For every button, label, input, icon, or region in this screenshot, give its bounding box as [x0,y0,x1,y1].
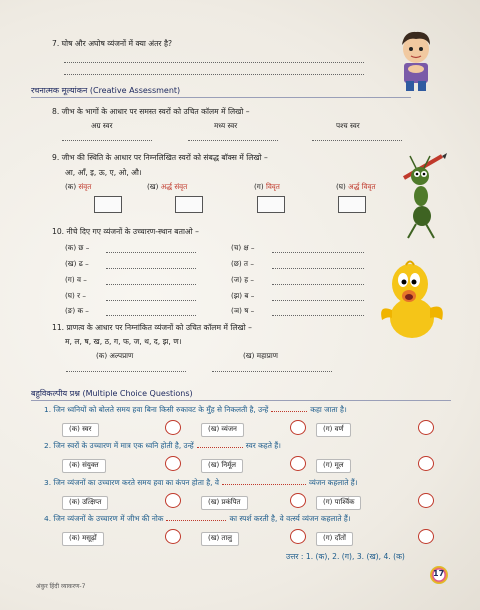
q10-left-1: (क) छ – [65,243,90,252]
mcq2-option-c: (ग) मूल [316,459,351,473]
q8-col-front: अग्र स्वर [91,121,113,130]
mcq2-question-part-b: स्वर कहते हैं। [245,441,281,450]
mcq1-blank [271,411,307,412]
q10-right-line-3 [272,284,364,285]
mcq4-option-a-circle[interactable] [165,529,181,544]
mcq3-blank [222,484,306,485]
q11-col-mahaprana: (ख) महाप्राण [243,351,278,360]
mcq4-question [44,514,351,524]
mcq2-option-c-circle[interactable] [418,456,434,471]
q10-left-line-3 [106,284,196,285]
mcq1-option-a-circle[interactable] [165,420,181,435]
mcq3-option-a: (क) उत्क्षिप्त [62,496,108,510]
page-number: 17 [433,569,445,578]
q9-option-d [336,182,376,192]
q11-letters: म, ल, ष, ख, ठ, ग, फ, ज, थ, द, झ, ण। [65,337,182,346]
mcq4-option-c-circle[interactable] [418,529,434,544]
mcq3-option-b-circle[interactable] [290,493,306,508]
q9-option-a [65,182,91,192]
creative-rule [31,97,411,98]
q9-text: 9. जीभ की स्थिति के आधार पर निम्नलिखित स्वरों को संबद्ध बॉक्स में लिखो – [52,153,268,162]
footer-book-title: अंकुर हिंदी व्याकरण-7 [36,583,86,590]
mcq1-option-b-circle[interactable] [290,420,306,435]
mcq3-option-a-circle[interactable] [165,493,181,508]
q9-option-d-label: अर्द्ध विवृत [348,182,376,191]
q9-option-c [254,182,280,192]
mcq2-option-a-circle[interactable] [165,456,181,471]
q9-option-b [147,182,187,192]
mcq2-option-b-circle[interactable] [290,456,306,471]
q10-left-3: (ग) व – [65,275,87,284]
q10-text: 10. नीचे दिए गए व्यंजनों के उच्चारण-स्थान बताओ – [52,227,199,236]
mcq1-question-part-b: कहा जाता है। [310,405,347,414]
q10-right-line-4 [272,300,364,301]
q8-line-back [312,140,402,141]
q8-col-middle: मध्य स्वर [214,121,238,130]
q10-right-2: (छ) त – [231,259,254,268]
q10-right-3: (ज) ह – [231,275,254,284]
creative-heading: रचनात्मक मूल्यांकन (Creative Assessment) [31,86,181,95]
mcq1-option-b: (ख) व्यंजन [201,423,244,437]
q9-option-a-marker: (क) [65,182,77,191]
q10-right-4: (झ) ब – [231,291,255,300]
q8-text: 8. जीभ के भागों के आधार पर समस्त स्वरों को उचित कॉलम में लिखो – [52,107,250,116]
mcq1-option-a: (क) स्वर [62,423,99,437]
q9-option-b-label: अर्द्ध संवृत [160,182,188,191]
q8-line-middle [188,140,278,141]
q9-option-c-marker: (ग) [254,182,264,191]
q7-text: 7. घोष और अघोष व्यंजनों में क्या अंतर है? [52,39,173,48]
q10-right-line-1 [272,252,364,253]
q10-left-2: (ख) ढ – [65,259,89,268]
boy-illustration [392,27,440,95]
q10-left-4: (घ) र – [65,291,86,300]
q9-option-a-label: संवृत [78,182,92,191]
mcq3-option-c: (ग) पार्श्विक [316,496,361,510]
mcq4-option-a: (क) मसूढ़ों [62,532,104,546]
q11-col-alpaprana: (क) अल्पप्राण [96,351,134,360]
mcq4-blank [166,520,226,521]
q9-option-d-marker: (घ) [336,182,346,191]
q10-left-line-5 [106,315,196,316]
q10-right-1: (च) क्ष – [231,243,255,252]
mcq2-question [44,441,281,451]
mcq4-question-part-b: का स्पर्श करती है, वे वर्त्स्य व्यंजन कहलाते हैं। [229,514,351,523]
q8-line-front [62,140,152,141]
q11-text: 11. प्राणत्व के आधार पर निम्नांकित व्यंजनों को उचित कॉलम में लिखो – [52,323,252,332]
mcq-answers: उत्तर : 1. (क), 2. (ग), 3. (ख), 4. (क) [286,552,405,561]
mcq3-option-c-circle[interactable] [418,493,434,508]
mcq1-option-c-circle[interactable] [418,420,434,435]
q10-left-line-1 [106,252,196,253]
mcq3-question-part-a: 3. जिन व्यंजनों का उच्चारण करते समय हवा का कंपन होता है, वे [44,478,219,487]
mcq3-question-part-b: व्यंजन कहलाते हैं। [308,478,358,487]
mcq4-option-b-circle[interactable] [290,529,306,544]
ant-illustration [396,150,448,242]
q9-box-d[interactable] [338,196,366,213]
q8-col-back: पश्च स्वर [336,121,360,130]
duckling-illustration [376,258,446,344]
q7-answer-line-1 [64,62,364,63]
mcq4-option-c: (ग) दाँतों [316,532,353,546]
mcq2-option-b: (ख) निर्मूल [201,459,243,473]
q9-box-c[interactable] [257,196,285,213]
q11-line-mahaprana [212,371,332,372]
mcq3-question [44,478,358,488]
mcq-rule [31,400,451,401]
q9-box-a[interactable] [94,196,122,213]
mcq2-question-part-a: 2. जिन स्वरों के उच्चारण में मात्र एक ध्वनि होती है, उन्हें [44,441,194,450]
mcq1-question-part-a: 1. जिन ध्वनियों को बोलते समय हवा बिना किसी रुकावट के मुँह से निकलती है, उन्हें [44,405,269,414]
q10-right-line-5 [272,315,364,316]
q9-box-b[interactable] [175,196,203,213]
mcq2-blank [197,447,243,448]
mcq1-option-c: (ग) वर्ण [316,423,351,437]
q7-answer-line-2 [64,74,364,75]
q10-right-line-2 [272,268,364,269]
mcq-heading: बहुविकल्पीय प्रश्न (Multiple Choice Questions) [31,389,193,398]
q10-left-line-4 [106,300,196,301]
q9-option-b-marker: (ख) [147,182,159,191]
q10-right-5: (ञ) ष – [231,306,255,315]
mcq4-question-part-a: 4. जिन व्यंजनों के उच्चारण में जीभ की नोक [44,514,164,523]
q10-left-5: (ङ) क – [65,306,89,315]
mcq1-question [44,405,347,415]
mcq3-option-b: (ख) प्रकंपित [201,496,248,510]
q10-left-line-2 [106,268,196,269]
q9-option-c-label: विवृत [265,182,280,191]
q11-line-alpaprana [66,371,186,372]
q9-vowels: आ, आँ, इ, ऊ, ए, ओ, औ। [65,168,142,177]
mcq4-option-b: (ख) तालु [201,532,239,546]
mcq2-option-a: (क) संयुक्त [62,459,106,473]
